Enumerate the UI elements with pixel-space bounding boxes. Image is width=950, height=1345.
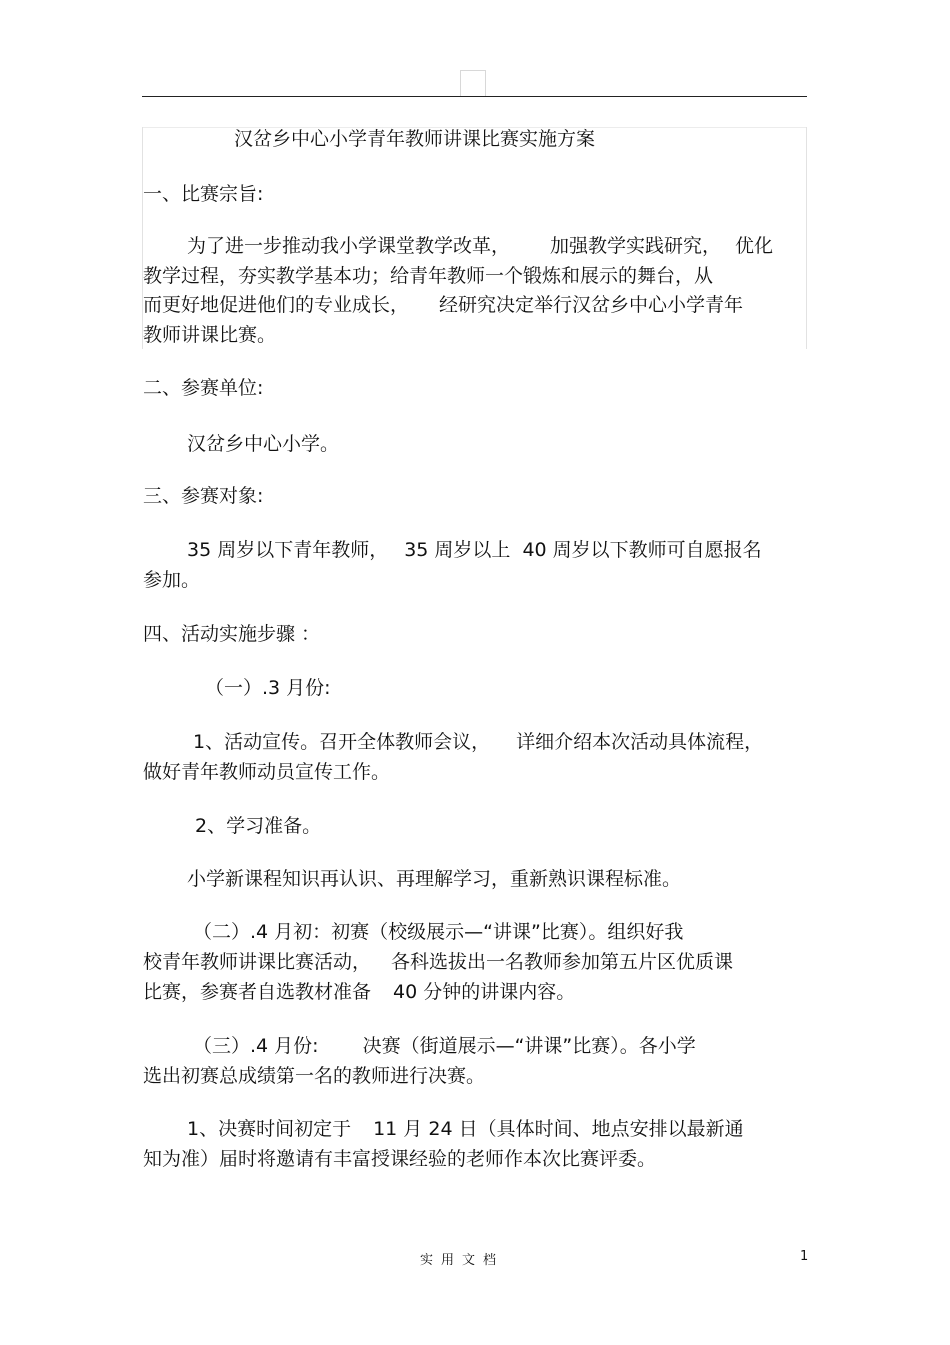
section-2-body: 汉岔乡中心小学。 <box>187 433 340 455</box>
page-title: 汉岔乡中心小学青年教师讲课比赛实施方案 <box>234 128 596 150</box>
subsection-3-line-1: （三）.4 月份: 决赛（街道展示—“讲课”比赛）。各小学 <box>193 1035 696 1057</box>
section-1-line-2: 教学过程，夯实教学基本功；给青年教师一个锻炼和展示的舞台，从 <box>143 265 714 287</box>
section-2-heading: 二、参赛单位: <box>143 377 264 399</box>
item-1-line-1: 1、活动宣传。召开全体教师会议， 详细介绍本次活动具体流程， <box>193 731 764 753</box>
section-1-line-4: 教师讲课比赛。 <box>143 324 277 346</box>
subsection-1-heading: （一）.3 月份: <box>205 677 331 699</box>
item-1-line-2: 做好青年教师动员宣传工作。 <box>143 761 391 783</box>
header-rule <box>142 96 807 97</box>
final-item-1-line-2: 知为准）届时将邀请有丰富授课经验的老师作本次比赛评委。 <box>143 1148 657 1170</box>
header-box <box>460 70 486 96</box>
item-2-body: 小学新课程知识再认识、再理解学习，重新熟识课程标准。 <box>187 868 682 890</box>
subsection-2-line-1: （二）.4 月初：初赛（校级展示—“讲课”比赛）。组织好我 <box>193 921 684 943</box>
section-1-line-1: 为了进一步推动我小学课堂教学改革， 加强教学实践研究， 优化 <box>187 235 774 257</box>
subsection-3-line-2: 选出初赛总成绩第一名的教师进行决赛。 <box>143 1065 486 1087</box>
section-3-heading: 三、参赛对象: <box>143 485 264 507</box>
section-3-line-2: 参加。 <box>143 569 201 591</box>
text-frame-right <box>806 127 807 349</box>
footer-label: 实用文档 <box>420 1253 505 1268</box>
section-1-heading: 一、比赛宗旨: <box>143 183 264 205</box>
section-3-line-1: 35 周岁以下青年教师， 35 周岁以上 40 周岁以下教师可自愿报名 <box>187 539 762 561</box>
subsection-2-line-2: 校青年教师讲课比赛活动， 各科选拔出一名教师参加第五片区优质课 <box>143 951 734 973</box>
page-number: 1 <box>800 1249 809 1264</box>
subsection-2-line-3: 比赛，参赛者自选教材准备 40 分钟的讲课内容。 <box>143 981 576 1003</box>
item-2-heading: 2、学习准备。 <box>195 815 322 837</box>
section-4-heading: 四、活动实施步骤 ： <box>143 623 321 645</box>
final-item-1-line-1: 1、决赛时间初定于 11 月 24 日（具体时间、地点安排以最新通 <box>187 1118 744 1140</box>
section-1-line-3: 而更好地促进他们的专业成长， 经研究决定举行汉岔乡中心小学青年 <box>143 294 744 316</box>
